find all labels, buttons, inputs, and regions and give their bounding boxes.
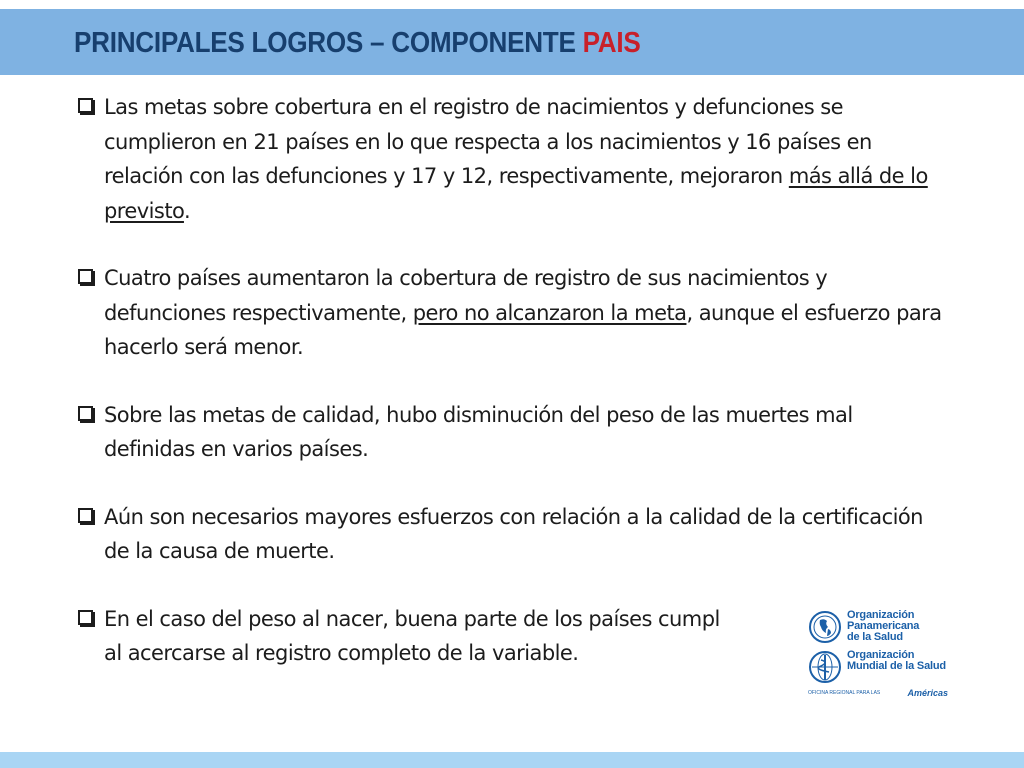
bullet-list [76, 90, 946, 671]
bullet-item-3 [76, 398, 946, 467]
bullet-text: Cuatro países aumentaron la cobertura de registro de sus nacimientos y defunciones respectivamente, [104, 266, 828, 325]
bullet-item-1 [76, 90, 946, 228]
bullet-text-end: . [183, 198, 191, 223]
regional-office-label [808, 688, 948, 698]
slide-title-accent: PAIS [582, 27, 641, 59]
checkbox-bullet-icon [78, 269, 93, 284]
paho-globe-emblem-icon [808, 610, 842, 644]
checkbox-bullet-icon [78, 98, 93, 113]
slide-title-main: PRINCIPALES LOGROS – COMPONENTE [74, 27, 576, 59]
who-logo [808, 650, 946, 684]
bullet-text-end: , aunque el esfuerzo para hacerlo será menor. [104, 300, 942, 359]
who-name-line-2: Mundial de la Salud [847, 660, 946, 672]
bullet-item-4 [76, 500, 946, 569]
checkbox-bullet-icon [78, 610, 93, 625]
checkbox-bullet-icon [78, 406, 93, 421]
regional-office-text: OFICINA REGIONAL PARA LAS [808, 690, 881, 696]
paho-name-line-3: de la Salud [847, 631, 903, 643]
organization-logos [808, 608, 948, 700]
paho-name-line-1: Organización [847, 609, 915, 621]
bottom-band [0, 752, 1024, 768]
slide-title [74, 27, 641, 60]
bullet-underlined-text: más allá de lo previsto [104, 164, 928, 223]
checkbox-bullet-icon [78, 508, 93, 523]
paho-logo [808, 610, 919, 644]
bullet-item-2 [76, 261, 946, 365]
bullet-text: Aún son necesarios mayores esfuerzos con relación a la calidad de la certificación de la causa de muerte. [104, 504, 923, 563]
paho-name-line-2: Panamericana [847, 620, 920, 632]
bullet-underlined-text: pero no alcanzaron la meta [412, 300, 687, 325]
top-margin-strip [0, 0, 1024, 9]
who-emblem-icon [808, 650, 842, 684]
bullet-text: En el caso del peso al nacer, buena parte de los países cumpl [104, 606, 720, 631]
bullet-text-line-2: al acercarse al registro completo de la variable. [104, 641, 579, 665]
region-name: Américas [907, 688, 948, 698]
who-name-line-1: Organización [847, 649, 915, 661]
bullet-text: Sobre las metas de calidad, hubo disminución del peso de las muertes mal definidas en varios países. [104, 402, 853, 461]
bullet-text: Las metas sobre cobertura en el registro de nacimientos y defunciones se cumplieron en 21 países en lo que respecta a los nacimientos y 16 países en relación con las defunciones y 17 y 12, respectivamente, mejoraron [104, 95, 872, 188]
